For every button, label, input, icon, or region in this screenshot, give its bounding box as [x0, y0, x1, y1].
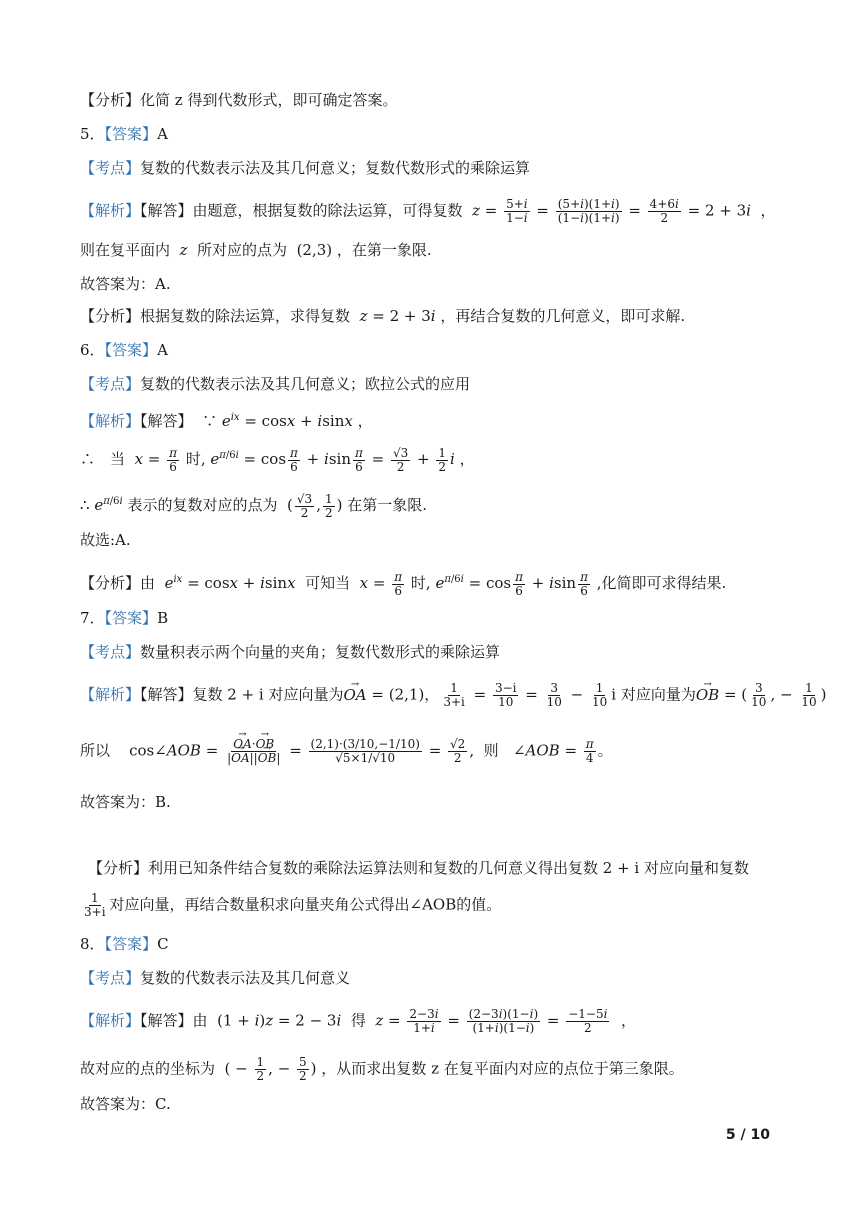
- q5-point: 则在复平面内 z 所对应的点为 (2,3) ，在第一象限.: [80, 241, 432, 259]
- q5-jiexi: 【解析】【解答】由题意，根据复数的除法运算，可得复数 z = $\frac{5+i}{1-i}$ = $\frac{(5+i)(1+i)}{(1-i)(1+i)}$ = $\frac{4+6i}{2}$ = 2 + 3i ，: [80, 197, 776, 225]
- q7-answer: 7．【答案】B: [80, 609, 169, 627]
- q8-guda: 故答案为：C.: [80, 1095, 171, 1113]
- q5-fenxi: 【分析】根据复数的除法运算，求得复数 z = 2 + 3i ，再结合复数的几何意义，即可求解.: [80, 307, 686, 325]
- q7-fenxi-2: $\frac{1}{3+i}$ 对应向量，再结合数量积求向量夹角公式得出∠AOB的值。: [84, 891, 502, 919]
- q5-guda: 故答案为：A.: [80, 275, 171, 293]
- q5-kaodian: 【考点】复数的代数表示法及其几何意义；复数代数形式的乘除运算: [80, 159, 531, 177]
- q6-step2: ∴ $e^{\pi/6i}$ 表示的复数对应的点为 ( $\frac{√3}{2}$ , $\frac{1}{2}$ ) 在第一象限.: [80, 491, 428, 520]
- q6-answer: 6．【答案】A: [80, 341, 168, 359]
- q6-fenxi: 【分析】由 $e^{ix} = \cos x + isinx$ 可知当 x = $\frac{\pi}{6}$ 时, $e^{\pi/6i} = \cos$ $\frac{\pi}{6}$ + isin $\frac{\pi}{6}$ ,化简即可求得结果.: [80, 569, 727, 598]
- q7-guda: 故答案为：B.: [80, 793, 171, 811]
- q6-step1: ∴ 当 x = $\frac{\pi}{6}$ 时, $e^{\pi/6i} = \cos$ $\frac{\pi}{6}$ + isin $\frac{\pi}{6}$ = $\frac{√3}{2}$ + $\frac{1}{2}$ i ，: [80, 445, 475, 474]
- analysis-prev: 【分析】化简 z 得到代数形式，即可确定答案。: [80, 91, 398, 109]
- q7-fenxi-1: 【分析】利用已知条件结合复数的乘除法运算法则和复数的几何意义得出复数 2 + i 对应向量和复数: [88, 859, 749, 877]
- q8-point: 故对应的点的坐标为 ( − $\frac{1}{2}$ , − $\frac{5}{2}$ ) ，从而求出复数 z 在复平面内对应的点位于第三象限。: [80, 1055, 684, 1083]
- q6-guda: 故选:A.: [80, 531, 131, 549]
- q6-jiexi: 【解析】【解答】 ∵ $e^{ix} = \cos x + isinx$ ，: [80, 412, 373, 430]
- q7-cos: 所以 cos∠AOB = → $\frac{OA\cdot\to OB}{|\to OA||\to OB|}$ = $\frac{(2,1)\cdot(3/10,-1/10)}{√5\times 1/√10}$ = $\frac{√2}{2}$ , 则 ∠AOB = $\frac{\pi}{4}$ 。: [80, 738, 613, 765]
- q6-kaodian: 【考点】复数的代数表示法及其几何意义；欧拉公式的应用: [80, 375, 471, 393]
- q8-jiexi: 【解析】【解答】由 (1 + i)z = 2 − 3i 得 z = $\frac{2-3i}{1+i}$ = $\frac{(2-3i)(1-i)}{(1+i)(1-i)}$ = $\frac{-1-5i}{2}$ ，: [80, 1007, 637, 1035]
- q5-answer: 5．【答案】A: [80, 125, 168, 143]
- q7-kaodian: 【考点】数量积表示两个向量的夹角；复数代数形式的乘除运算: [80, 643, 501, 661]
- q8-answer: 8．【答案】C: [80, 935, 169, 953]
- q7-jiexi: 【解析】【解答】复数 2 + i 对应向量为→ OA = (2,1)， $\frac{1}{3+i}$ = $\frac{3-i}{10}$ = $\frac{3}{10}$ − $\frac{1}{10}$ i 对应向量为→ OB = ( $\frac{3}{10}$ , − $\frac{1}{10}$ ): [80, 682, 826, 709]
- page-number: 5 / 10: [725, 1127, 770, 1143]
- q8-kaodian: 【考点】复数的代数表示法及其几何意义: [80, 969, 351, 987]
